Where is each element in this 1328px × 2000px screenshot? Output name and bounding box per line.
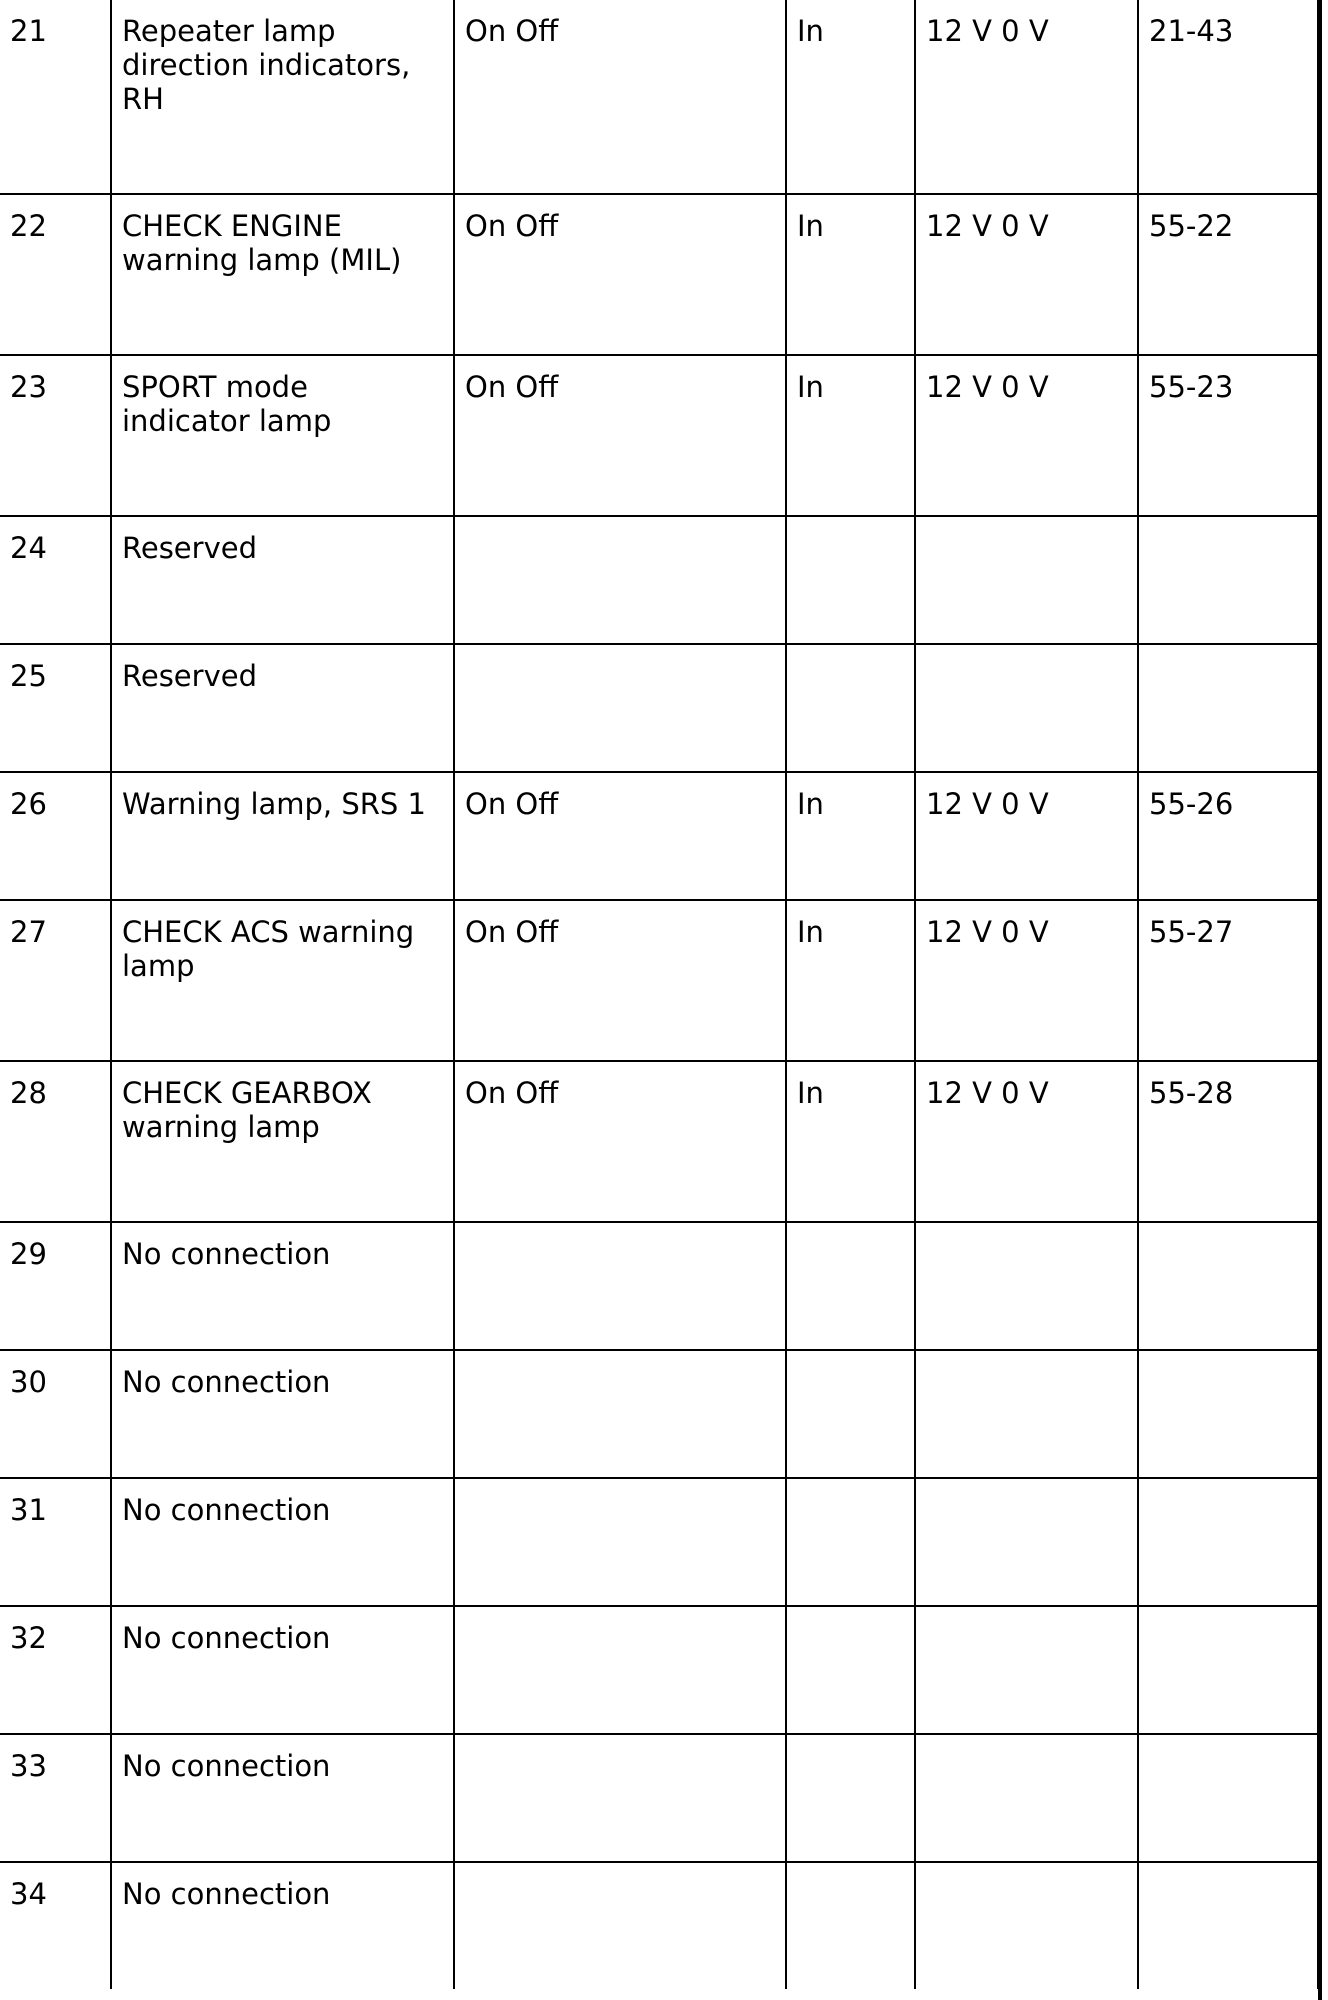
pin-description: No connection	[111, 1734, 454, 1862]
pin-description: No connection	[111, 1478, 454, 1606]
signal-state: On Off	[454, 355, 786, 516]
pin-description: SPORT mode indicator lamp	[111, 355, 454, 516]
reference-code: 55-28	[1138, 1061, 1318, 1222]
signal-voltage	[915, 1862, 1138, 1989]
pin-number: 28	[0, 1061, 111, 1222]
signal-voltage: 12 V 0 V	[915, 900, 1138, 1061]
table-row	[0, 1606, 1318, 1734]
signal-state	[454, 516, 786, 644]
reference-code	[1138, 1350, 1318, 1478]
signal-state: On Off	[454, 772, 786, 900]
table-row	[0, 772, 1318, 900]
signal-voltage	[915, 1350, 1138, 1478]
pin-description: No connection	[111, 1862, 454, 1989]
reference-code	[1138, 1222, 1318, 1350]
signal-state	[454, 1862, 786, 1989]
table-row	[0, 0, 1318, 194]
pin-description: CHECK ENGINE warning lamp (MIL)	[111, 194, 454, 355]
pin-description: Warning lamp, SRS 1	[111, 772, 454, 900]
pin-number: 30	[0, 1350, 111, 1478]
signal-direction: In	[786, 772, 915, 900]
signal-voltage	[915, 644, 1138, 772]
pin-description: CHECK GEARBOX warning lamp	[111, 1061, 454, 1222]
table-row	[0, 1061, 1318, 1222]
signal-voltage: 12 V 0 V	[915, 1061, 1138, 1222]
signal-direction: In	[786, 900, 915, 1061]
signal-voltage	[915, 516, 1138, 644]
signal-direction	[786, 1478, 915, 1606]
pin-description: Reserved	[111, 644, 454, 772]
signal-direction	[786, 516, 915, 644]
pin-number: 24	[0, 516, 111, 644]
pin-number: 32	[0, 1606, 111, 1734]
reference-code	[1138, 1478, 1318, 1606]
table-row	[0, 900, 1318, 1061]
signal-direction	[786, 1350, 915, 1478]
table-row	[0, 516, 1318, 644]
table-row	[0, 1350, 1318, 1478]
pin-description: No connection	[111, 1606, 454, 1734]
pin-number: 33	[0, 1734, 111, 1862]
signal-state	[454, 1606, 786, 1734]
signal-voltage: 12 V 0 V	[915, 0, 1138, 194]
signal-direction: In	[786, 355, 915, 516]
signal-direction	[786, 1606, 915, 1734]
signal-voltage: 12 V 0 V	[915, 355, 1138, 516]
reference-code	[1138, 644, 1318, 772]
table-row	[0, 355, 1318, 516]
reference-code	[1138, 516, 1318, 644]
signal-voltage	[915, 1606, 1138, 1734]
signal-state: On Off	[454, 194, 786, 355]
pin-number: 27	[0, 900, 111, 1061]
reference-code: 21-43	[1138, 0, 1318, 194]
pin-description: CHECK ACS warning lamp	[111, 900, 454, 1061]
reference-code: 55-27	[1138, 900, 1318, 1061]
signal-direction	[786, 644, 915, 772]
reference-code	[1138, 1862, 1318, 1989]
pin-description: No connection	[111, 1222, 454, 1350]
pin-number: 21	[0, 0, 111, 194]
signal-state: On Off	[454, 0, 786, 194]
pin-description: No connection	[111, 1350, 454, 1478]
pin-number: 25	[0, 644, 111, 772]
signal-state	[454, 1350, 786, 1478]
signal-state	[454, 1734, 786, 1862]
signal-direction: In	[786, 194, 915, 355]
pin-number: 23	[0, 355, 111, 516]
signal-voltage: 12 V 0 V	[915, 194, 1138, 355]
table-row	[0, 644, 1318, 772]
pin-description: Reserved	[111, 516, 454, 644]
reference-code	[1138, 1734, 1318, 1862]
signal-state: On Off	[454, 1061, 786, 1222]
table-row	[0, 1734, 1318, 1862]
signal-direction: In	[786, 0, 915, 194]
reference-code: 55-26	[1138, 772, 1318, 900]
signal-voltage	[915, 1222, 1138, 1350]
table-row	[0, 1862, 1318, 1989]
signal-state	[454, 1222, 786, 1350]
table-row	[0, 194, 1318, 355]
reference-code: 55-22	[1138, 194, 1318, 355]
signal-state: On Off	[454, 900, 786, 1061]
pin-number: 26	[0, 772, 111, 900]
signal-direction	[786, 1862, 915, 1989]
signal-direction	[786, 1222, 915, 1350]
signal-voltage	[915, 1734, 1138, 1862]
pin-description: Repeater lamp direction indicators, RH	[111, 0, 454, 194]
signal-state	[454, 644, 786, 772]
pin-number: 29	[0, 1222, 111, 1350]
pin-number: 31	[0, 1478, 111, 1606]
table-row	[0, 1222, 1318, 1350]
signal-direction	[786, 1734, 915, 1862]
signal-state	[454, 1478, 786, 1606]
pin-number: 22	[0, 194, 111, 355]
table-row	[0, 1478, 1318, 1606]
pin-number: 34	[0, 1862, 111, 1989]
reference-code: 55-23	[1138, 355, 1318, 516]
signal-direction: In	[786, 1061, 915, 1222]
reference-code	[1138, 1606, 1318, 1734]
signal-voltage	[915, 1478, 1138, 1606]
signal-voltage: 12 V 0 V	[915, 772, 1138, 900]
